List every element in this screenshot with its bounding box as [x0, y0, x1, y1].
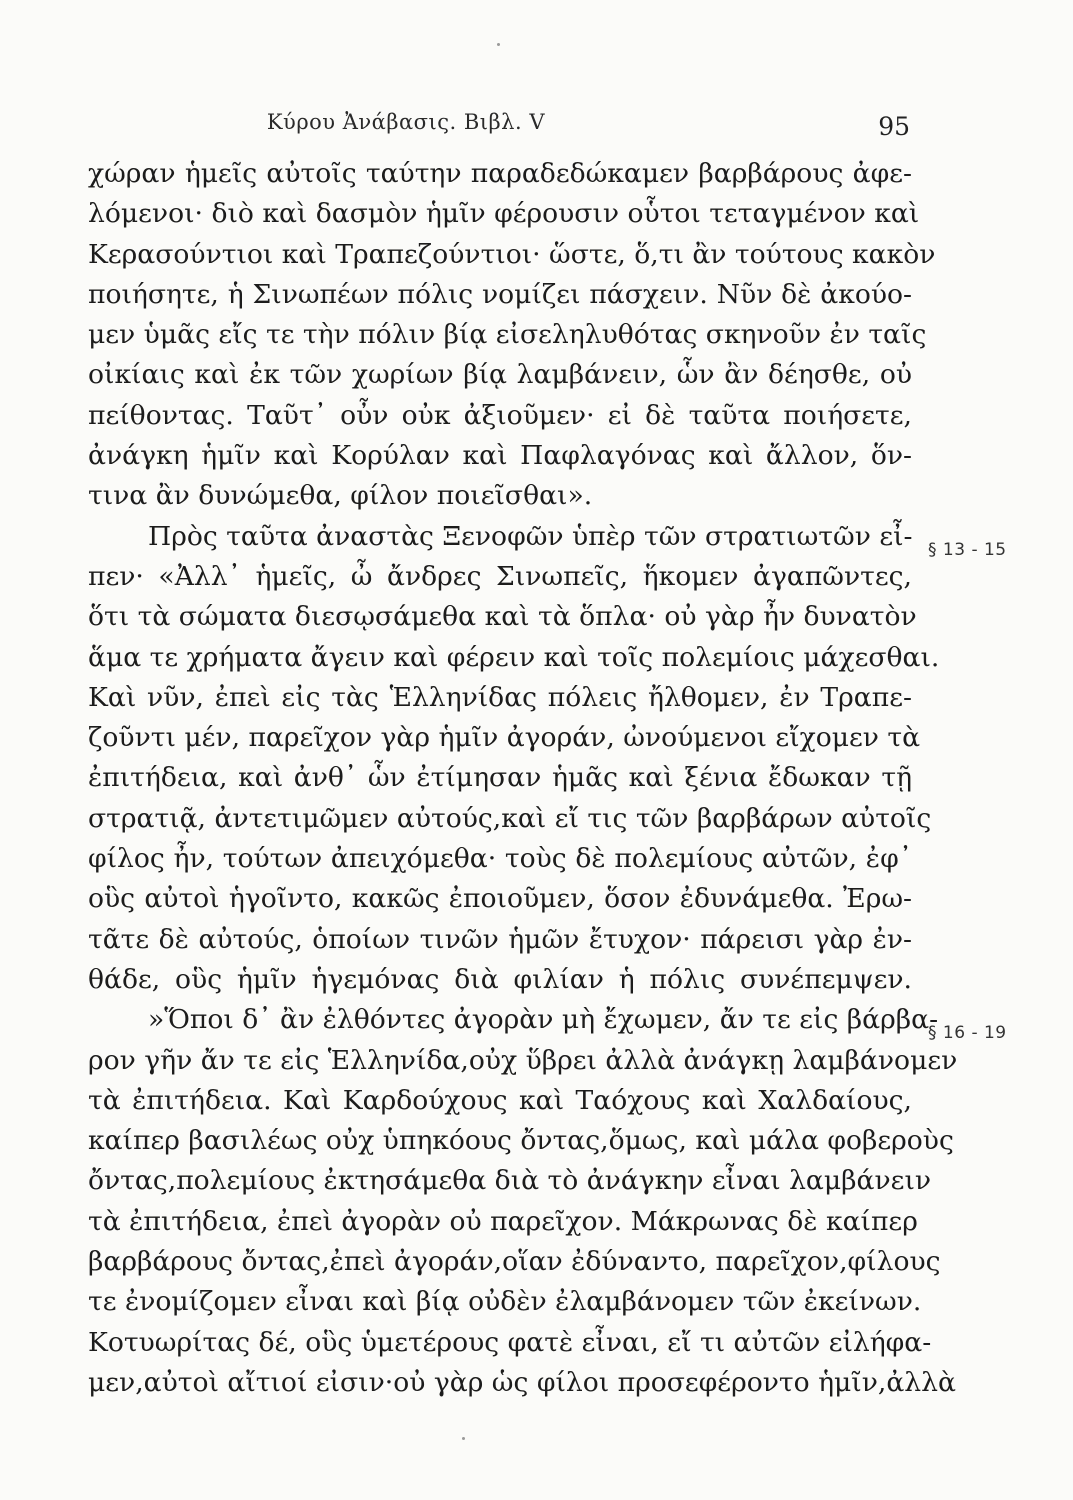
- text-line: ὄντας,πολεμίους ἐκτησάμεθα διὰ τὸ ἀνάγκην εἶναι λαμβάνειν: [88, 1165, 932, 1197]
- text-line: οἰκίαις καὶ ἐκ τῶν χωρίων βίᾳ λαμβάνειν, ὧν ἂν δέησθε, οὐ: [88, 359, 912, 391]
- marginal-section-note: § 16 - 19: [928, 1023, 1007, 1043]
- marginal-section-note: § 13 - 15: [928, 540, 1007, 560]
- text-line: τᾶτε δὲ αὐτούς, ὁποίων τινῶν ἡμῶν ἔτυχον· πάρεισι γὰρ ἐν-: [88, 923, 912, 955]
- paragraph-start-line: Πρὸς ταῦτα ἀναστὰς Ξενοφῶν ὑπὲρ τῶν στρατιωτῶν εἶ-: [148, 520, 913, 552]
- text-line: Κοτυωρίτας δέ, οὓς ὑμετέρους φατὲ εἶναι, εἴ τι αὐτῶν εἰλήφα-: [88, 1326, 932, 1358]
- text-line: χώραν ἡμεῖς αὐτοῖς ταύτην παραδεδώκαμεν βαρβάρους ἀφε-: [88, 158, 912, 189]
- text-line: τινα ἂν δυνώμεθα, φίλον ποιεῖσθαι».: [88, 480, 593, 512]
- text-line: μεν ὑμᾶς εἴς τε τὴν πόλιν βίᾳ εἰσεληλυθότας σκηνοῦν ἐν ταῖς: [88, 319, 927, 351]
- text-line: Κερασούντιοι καὶ Τραπεζούντιοι· ὥστε, ὅ,τι ἂν τούτους κακὸν: [88, 238, 936, 270]
- text-line: ἐπιτήδεια, καὶ ἀνθ᾽ ὧν ἐτίμησαν ἡμᾶς καὶ ξένια ἔδωκαν τῇ: [88, 762, 912, 794]
- text-line: στρατιᾷ, ἀντετιμῶμεν αὐτούς,καὶ εἴ τις τῶν βαρβάρων αὐτοῖς: [88, 802, 932, 834]
- paper-speck: [497, 43, 500, 46]
- text-line: ζοῦντι μέν, παρεῖχον γὰρ ἡμῖν ἀγοράν, ὠνούμενοι εἴχομεν τὰ: [88, 722, 921, 754]
- text-line: πείθοντας. Ταῦτ᾽ οὖν οὐκ ἀξιοῦμεν· εἰ δὲ ταῦτα ποιήσετε,: [88, 399, 912, 431]
- text-line: οὓς αὐτοὶ ἡγοῖντο, κακῶς ἐποιοῦμεν, ὅσον ἐδυνάμεθα. Ἐρω-: [88, 883, 912, 915]
- text-line: ποιήσητε, ἡ Σινωπέων πόλις νομίζει πάσχειν. Νῦν δὲ ἀκούο-: [88, 278, 912, 310]
- text-line: ἀνάγκη ἡμῖν καὶ Κορύλαν καὶ Παφλαγόνας καὶ ἄλλον, ὅν-: [88, 440, 912, 472]
- running-title: Κύρου Ἀνάβασις. Βιβλ. V: [266, 110, 545, 134]
- body-text: [88, 154, 958, 1403]
- text-line: καίπερ βασιλέως οὐχ ὑπηκόους ὄντας,ὅμως, καὶ μάλα φοβεροὺς: [88, 1125, 954, 1157]
- paper-speck: [462, 1437, 465, 1440]
- text-line: μεν,αὐτοὶ αἴτιοί εἰσιν·οὐ γὰρ ὡς φίλοι προσεφέροντο ἡμῖν,ἀλλὰ: [88, 1366, 956, 1398]
- text-line: τε ἐνομίζομεν εἶναι καὶ βίᾳ οὐδὲν ἐλαμβάνομεν τῶν ἐκείνων.: [88, 1286, 922, 1318]
- text-line: φίλος ἦν, τούτων ἀπειχόμεθα· τοὺς δὲ πολεμίους αὐτῶν, ἐφ᾽: [88, 843, 912, 875]
- text-line: λόμενοι· διὸ καὶ δασμὸν ἡμῖν φέρουσιν οὗτοι τεταγμένον καὶ: [88, 198, 920, 230]
- text-line: θάδε, οὓς ἡμῖν ἡγεμόνας διὰ φιλίαν ἡ πόλις συνέπεμψεν.: [88, 963, 912, 995]
- text-line: τὰ ἐπιτήδεια, ἐπεὶ ἀγορὰν οὐ παρεῖχον. Μάκρωνας δὲ καίπερ: [88, 1205, 918, 1237]
- text-line: τὰ ἐπιτήδεια. Καὶ Καρδούχους καὶ Ταόχους καὶ Χαλδαίους,: [88, 1084, 912, 1116]
- text-line: Καὶ νῦν, ἐπεὶ εἰς τὰς Ἑλληνίδας πόλεις ἤλθομεν, ἐν Τραπε-: [88, 681, 912, 713]
- text-line: πεν· «Ἀλλ᾽ ἡμεῖς, ὦ ἄνδρες Σινωπεῖς, ἥκομεν ἀγαπῶντες,: [88, 560, 912, 592]
- page-number: 95: [878, 112, 910, 141]
- text-line: ἅμα τε χρήματα ἄγειν καὶ φέρειν καὶ τοῖς πολεμίοις μάχεσθαι.: [88, 641, 940, 673]
- paragraph-start-line: »Ὅποι δ᾽ ἂν ἐλθόντες ἀγορὰν μὴ ἔχωμεν, ἄν τε εἰς βάρβα-: [148, 1004, 939, 1036]
- text-line: ρον γῆν ἄν τε εἰς Ἑλληνίδα,οὐχ ὕβρει ἀλλὰ ἀνάγκῃ λαμβάνομεν: [88, 1044, 958, 1076]
- text-line: ὅτι τὰ σώματα διεσῳσάμεθα καὶ τὰ ὅπλα· οὐ γὰρ ἦν δυνατὸν: [88, 601, 917, 633]
- text-line: βαρβάρους ὄντας,ἐπεὶ ἀγοράν,οἵαν ἐδύναντο, παρεῖχον,φίλους: [88, 1246, 941, 1278]
